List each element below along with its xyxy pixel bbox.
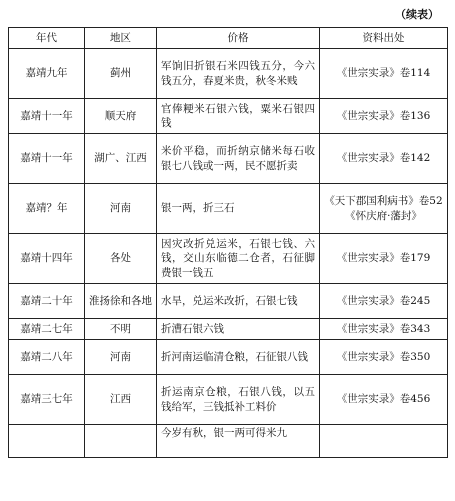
cell-region: 淮扬徐和各地 xyxy=(85,284,157,319)
cell-source: 《世宗实录》卷245 xyxy=(320,284,448,319)
cell-price: 米价平稳，而折纳京储米每石收银七八钱或一两，民不愿折卖 xyxy=(157,134,320,184)
cell-era: 嘉靖二七年 xyxy=(9,319,85,340)
cell-era: 嘉靖九年 xyxy=(9,49,85,99)
cell-source: 《世宗实录》卷142 xyxy=(320,134,448,184)
cell-source: 《世宗实录》卷136 xyxy=(320,99,448,134)
header-era: 年代 xyxy=(9,28,85,49)
cell-region: 河南 xyxy=(85,340,157,375)
cell-source: 《世宗实录》卷179 xyxy=(320,234,448,284)
cell-price: 军饷旧折银石米四钱五分，今六钱五分，春夏米贵，秋冬米贱 xyxy=(157,49,320,99)
cell-source: 《世宗实录》卷456 xyxy=(320,375,448,425)
cell-region: 湖广、江西 xyxy=(85,134,157,184)
cell-region: 江西 xyxy=(85,375,157,425)
table-row xyxy=(9,319,448,340)
cell-price: 折运南京仓粮，石银八钱，以五钱给军，三钱抵补工料价 xyxy=(157,375,320,425)
cell-era: 嘉靖三七年 xyxy=(9,375,85,425)
table-row xyxy=(9,284,448,319)
table-row xyxy=(9,99,448,134)
header-source: 资料出处 xyxy=(320,28,448,49)
cell-price: 水旱，兑运米改折，石银七钱 xyxy=(157,284,320,319)
cell-era: 嘉靖二十年 xyxy=(9,284,85,319)
cell-region: 各处 xyxy=(85,234,157,284)
cell-region xyxy=(85,425,157,458)
cell-price: 折漕石银六钱 xyxy=(157,319,320,340)
table-row xyxy=(9,425,448,458)
cell-source: 《天下郡国利病书》卷52《怀庆府·藩封》 xyxy=(320,184,448,234)
cell-source: 《世宗实录》卷114 xyxy=(320,49,448,99)
cell-source: 《世宗实录》卷343 xyxy=(320,319,448,340)
cell-price: 因灾改折兑运米，石银七钱、六钱，交山东临德二仓者，石征脚费银一钱五 xyxy=(157,234,320,284)
table-row xyxy=(9,134,448,184)
cell-region: 不明 xyxy=(85,319,157,340)
cell-era: 嘉靖二八年 xyxy=(9,340,85,375)
cell-source xyxy=(320,425,448,458)
table-row xyxy=(9,234,448,284)
table-row xyxy=(9,375,448,425)
cell-era xyxy=(9,425,85,458)
cell-era: 嘉靖十一年 xyxy=(9,99,85,134)
cell-era: 嘉靖十四年 xyxy=(9,234,85,284)
cell-price: 银一两，折三石 xyxy=(157,184,320,234)
table-row xyxy=(9,340,448,375)
cell-region: 蓟州 xyxy=(85,49,157,99)
cell-price: 官俸粳米石银六钱，粟米石银四钱 xyxy=(157,99,320,134)
table-header-row xyxy=(9,28,448,49)
cell-price: 折河南运临清仓粮，石征银八钱 xyxy=(157,340,320,375)
cell-price: 今岁有秋，银一两可得米九 xyxy=(157,425,320,458)
continued-label: （续表） xyxy=(395,8,439,21)
rice-price-table xyxy=(8,27,448,458)
header-region: 地区 xyxy=(85,28,157,49)
cell-era: 嘉靖十一年 xyxy=(9,134,85,184)
table-row xyxy=(9,49,448,99)
table-row xyxy=(9,184,448,234)
cell-era: 嘉靖？年 xyxy=(9,184,85,234)
cell-source: 《世宗实录》卷350 xyxy=(320,340,448,375)
cell-region: 顺天府 xyxy=(85,99,157,134)
header-price: 价格 xyxy=(157,28,320,49)
cell-region: 河南 xyxy=(85,184,157,234)
